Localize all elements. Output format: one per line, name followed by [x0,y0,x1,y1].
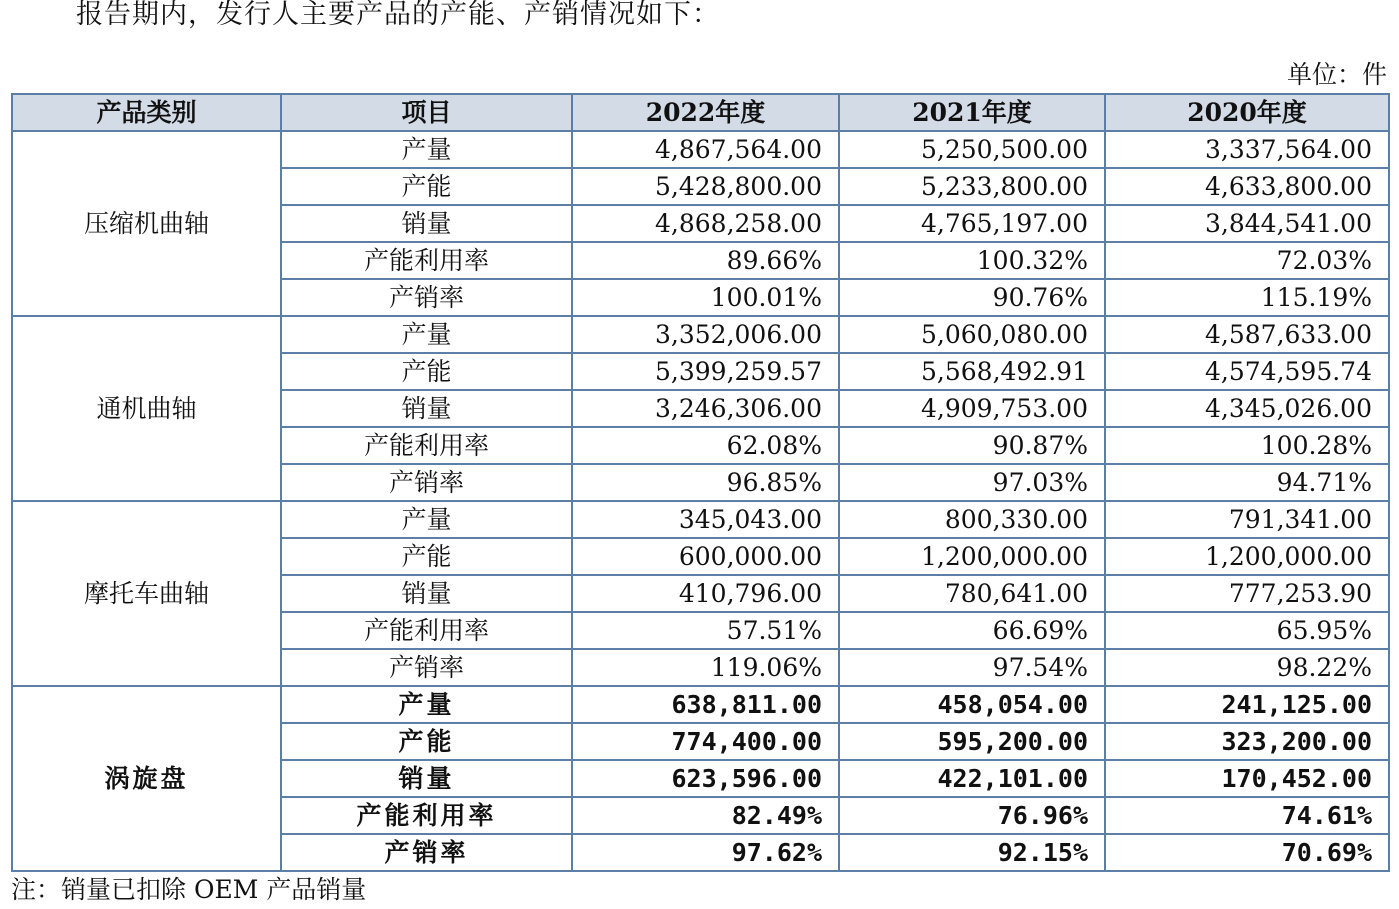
value-2020: 74.61% [1105,797,1389,834]
value-2021: 4,909,753.00 [839,390,1105,427]
value-2022: 5,428,800.00 [572,168,839,205]
item-cell: 产能 [281,723,572,760]
value-2020: 4,587,633.00 [1105,316,1389,353]
value-2021: 422,101.00 [839,760,1105,797]
value-2020: 170,452.00 [1105,760,1389,797]
footnote: 注：销量已扣除 OEM 产品销量 [11,875,367,904]
value-2021: 66.69% [839,612,1105,649]
value-2021: 92.15% [839,834,1105,871]
value-2022: 57.51% [572,612,839,649]
value-2020: 65.95% [1105,612,1389,649]
value-2020: 1,200,000.00 [1105,538,1389,575]
value-2022: 5,399,259.57 [572,353,839,390]
table-header-row [12,94,1389,131]
value-2022: 119.06% [572,649,839,686]
item-cell: 产能利用率 [281,427,572,464]
header-item: 项目 [281,94,572,131]
item-cell: 销量 [281,205,572,242]
value-2021: 5,233,800.00 [839,168,1105,205]
value-2022: 638,811.00 [572,686,839,723]
value-2020: 4,633,800.00 [1105,168,1389,205]
item-cell: 产销率 [281,464,572,501]
value-2021: 4,765,197.00 [839,205,1105,242]
value-2021: 5,568,492.91 [839,353,1105,390]
table-row [12,131,1389,168]
value-2020: 115.19% [1105,279,1389,316]
category-cell: 通机曲轴 [12,316,281,501]
value-2022: 89.66% [572,242,839,279]
item-cell: 产销率 [281,649,572,686]
value-2022: 600,000.00 [572,538,839,575]
value-2021: 800,330.00 [839,501,1105,538]
table-row [12,501,1389,538]
item-cell: 产能 [281,353,572,390]
value-2020: 4,574,595.74 [1105,353,1389,390]
intro-text: 报告期内，发行人主要产品的产能、产销情况如下： [76,0,720,30]
item-cell: 销量 [281,575,572,612]
value-2021: 100.32% [839,242,1105,279]
value-2020: 98.22% [1105,649,1389,686]
unit-label: 单位：件 [1286,60,1387,89]
value-2021: 97.54% [839,649,1105,686]
item-cell: 产能 [281,538,572,575]
value-2021: 5,250,500.00 [839,131,1105,168]
value-2020: 94.71% [1105,464,1389,501]
header-2020: 2020年度 [1105,94,1389,131]
value-2020: 100.28% [1105,427,1389,464]
value-2021: 458,054.00 [839,686,1105,723]
header-category: 产品类别 [12,94,281,131]
value-2021: 90.76% [839,279,1105,316]
header-2021: 2021年度 [839,94,1105,131]
value-2021: 90.87% [839,427,1105,464]
value-2020: 3,844,541.00 [1105,205,1389,242]
value-2021: 5,060,080.00 [839,316,1105,353]
value-2022: 3,246,306.00 [572,390,839,427]
value-2022: 96.85% [572,464,839,501]
value-2021: 1,200,000.00 [839,538,1105,575]
item-cell: 销量 [281,390,572,427]
item-cell: 产量 [281,501,572,538]
value-2022: 774,400.00 [572,723,839,760]
value-2022: 100.01% [572,279,839,316]
value-2020: 777,253.90 [1105,575,1389,612]
value-2022: 345,043.00 [572,501,839,538]
category-cell: 压缩机曲轴 [12,131,281,316]
header-2022: 2022年度 [572,94,839,131]
value-2022: 62.08% [572,427,839,464]
value-2022: 4,868,258.00 [572,205,839,242]
item-cell: 产能利用率 [281,242,572,279]
category-cell: 涡旋盘 [12,686,281,871]
value-2021: 76.96% [839,797,1105,834]
item-cell: 产量 [281,131,572,168]
value-2022: 97.62% [572,834,839,871]
value-2020: 241,125.00 [1105,686,1389,723]
value-2020: 72.03% [1105,242,1389,279]
value-2021: 97.03% [839,464,1105,501]
value-2021: 780,641.00 [839,575,1105,612]
value-2022: 82.49% [572,797,839,834]
item-cell: 产销率 [281,279,572,316]
item-cell: 产能利用率 [281,612,572,649]
capacity-table [11,93,1390,872]
value-2020: 4,345,026.00 [1105,390,1389,427]
value-2022: 623,596.00 [572,760,839,797]
table-row [12,686,1389,723]
item-cell: 产能利用率 [281,797,572,834]
value-2021: 595,200.00 [839,723,1105,760]
value-2020: 323,200.00 [1105,723,1389,760]
value-2020: 3,337,564.00 [1105,131,1389,168]
item-cell: 产销率 [281,834,572,871]
value-2020: 70.69% [1105,834,1389,871]
category-cell: 摩托车曲轴 [12,501,281,686]
value-2022: 3,352,006.00 [572,316,839,353]
item-cell: 产能 [281,168,572,205]
value-2022: 4,867,564.00 [572,131,839,168]
table-row [12,316,1389,353]
item-cell: 产量 [281,316,572,353]
item-cell: 产量 [281,686,572,723]
value-2020: 791,341.00 [1105,501,1389,538]
item-cell: 销量 [281,760,572,797]
value-2022: 410,796.00 [572,575,839,612]
